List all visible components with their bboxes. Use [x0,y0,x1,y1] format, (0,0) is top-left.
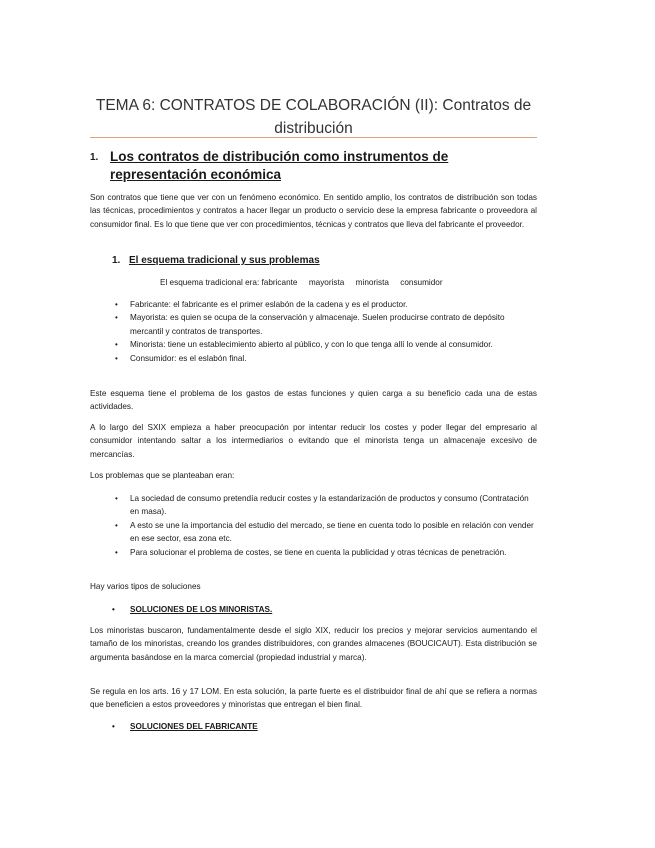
list-item-text: A esto se une la importancia del estudio del mercado, se tiene en cuenta todo lo posible en relación con vender en ese sector, esa zona etc. [130,520,534,544]
list-item-text: Fabricante: el fabricante es el primer eslabón de la cadena y es el productor. [130,300,408,309]
solutions-fabricante-text: SOLUCIONES DEL FABRICANTE [130,722,258,731]
minoristas-paragraph: Los minoristas buscaron, fundamentalmente desde el siglo XIX, reducir los precios y mejorar servicios aumentando el tamaño de los minoristas, creando los grandes distribuidores, con grandes almacenes (BOUCICAUT). Esta distribución se argumenta basándose en la marca comercial (propiedad industrial y marca). [90,626,537,662]
solutions-intro: Hay varios tipos de soluciones [90,582,201,591]
list-item-text: Mayorista: es quien se ocupa de la conservación y almacenaje. Suelen producirse contrato de depósito mercantil y contratos de transportes. [130,313,505,336]
list-item-text: La sociedad de consumo pretendía reducir costes y la estandarización de productos y consumo (Contratación en masa). [130,494,529,517]
problems-list [90,492,537,559]
bullet-icon: • [115,300,118,309]
bullet-icon: • [115,494,118,503]
subsection-heading [112,254,320,268]
problem-paragraph: Este esquema tiene el problema de los gastos de estas funciones y quien carga a su beneficio cada una de estas actividades. [90,389,537,412]
title-divider [90,137,537,138]
list-item [90,338,537,351]
page-title: TEMA 6: CONTRATOS DE COLABORACIÓN (II): Contratos de distribución [95,97,532,137]
bullet-icon: • [115,520,118,530]
list-item-text: Minorista: tiene un establecimiento abierto al público, y con lo que tenga allí lo vende al consumidor. [130,340,493,350]
bullet-icon: • [115,340,118,350]
scheme-line: El esquema tradicional era: fabricante mayorista minorista consumidor [160,278,443,287]
bullet-icon: • [112,722,115,731]
solutions-minoristas-text: SOLUCIONES DE LOS MINORISTAS. [130,605,273,614]
section-heading-text: Los contratos de distribución como instrumentos de representación económica [110,149,449,182]
subsection-heading-text: El esquema tradicional y sus problemas [129,255,320,266]
list-item [90,519,537,546]
bullet-icon: • [115,547,118,557]
list-item [90,352,537,365]
list-item-text: Para solucionar el problema de costes, se tiene en cuenta la publicidad y otras técnicas de penetración. [130,547,507,557]
bullet-icon: • [115,353,118,363]
lom-paragraph: Se regula en los arts. 16 y 17 LOM. En esta solución, la parte fuerte es el distribuidor final de ahí que se refiera a normas que beneficien a estos proveedores y minoristas que entregan el bien final. [90,687,537,710]
solutions-minoristas-heading [112,603,272,616]
problems-intro: Los problemas que se planteaban eran: [90,471,235,480]
roles-list [90,298,537,365]
list-item-text: Consumidor: es el eslabón final. [130,353,247,363]
list-item [90,311,537,338]
section-number: 1. [90,152,99,163]
solutions-fabricante-heading [112,720,258,733]
list-item [90,492,537,519]
subsection-number: 1. [112,255,121,266]
bullet-icon: • [112,605,115,614]
intro-paragraph: Son contratos que tiene que ver con un fenómeno económico. En sentido amplio, los contratos de distribución son todas las técnicas, procedimientos y contratos a hacer llegar un producto o servicio dese la empresa fabricante o proveedora al consumidor final. Es lo que tiene que ver con procedimientos, técnicas y contratos que lleva del fabricante el proveedor. [90,193,537,229]
section-heading [90,148,537,184]
list-item [90,298,537,311]
bullet-icon: • [115,313,118,323]
list-item [90,546,537,559]
sxix-paragraph: A lo largo del SXIX empieza a haber preocupación por intentar reducir los costes y poder llegar del empresario al consumidor intentando saltar a los intermediarios o evitando que el minorista tenga un almacenaje excesivo de mercancías. [90,423,537,459]
